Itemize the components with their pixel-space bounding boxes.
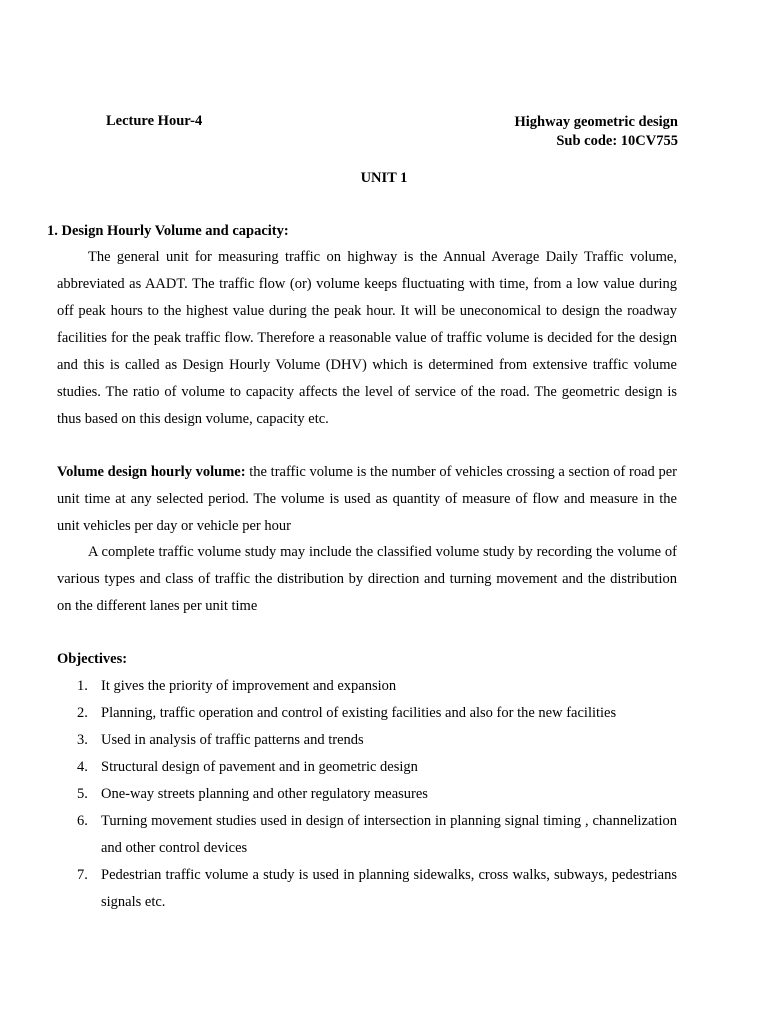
list-item-text: One-way streets planning and other regulatory measures xyxy=(101,786,428,802)
list-item xyxy=(57,862,677,916)
lecture-hour-label: Lecture Hour-4 xyxy=(106,113,203,129)
list-item-number: 5. xyxy=(77,786,88,802)
list-item-number: 7. xyxy=(77,867,88,883)
list-item-number: 6. xyxy=(77,813,88,829)
list-item-text: Turning movement studies used in design of intersection in planning signal timing , channelization and other control devices xyxy=(101,813,677,856)
list-item xyxy=(57,808,677,862)
list-item-text: Pedestrian traffic volume a study is used in planning sidewalks, cross walks, subways, pedestrians signals etc. xyxy=(101,867,677,910)
list-item-number: 4. xyxy=(77,759,88,775)
list-item xyxy=(57,781,677,808)
volume-term: Volume design hourly volume: xyxy=(57,464,246,480)
list-item xyxy=(57,673,677,700)
list-item-number: 1. xyxy=(77,678,88,694)
unit-title: UNIT 1 xyxy=(360,170,408,186)
course-info xyxy=(514,113,678,151)
list-item xyxy=(57,700,677,727)
objectives-list xyxy=(57,673,677,916)
list-item-text: It gives the priority of improvement and expansion xyxy=(101,678,397,694)
list-item-text: Planning, traffic operation and control of existing facilities and also for the new facilities xyxy=(101,705,617,721)
volume-definition-text: the traffic volume is the number of vehicles crossing a section of road per unit time at any selected period. The volume is used as quantity of measure of flow and measure in the unit vehicles per day or vehicle per hour xyxy=(57,464,677,534)
sub-code: Sub code: 10CV755 xyxy=(556,133,678,149)
list-item-text: Used in analysis of traffic patterns and trends xyxy=(101,732,364,748)
section-heading: 1. Design Hourly Volume and capacity: xyxy=(47,223,289,239)
list-item-number: 2. xyxy=(77,705,88,721)
course-title: Highway geometric design xyxy=(514,114,678,130)
objectives-heading: Objectives: xyxy=(57,651,128,667)
paragraph-volume-definition xyxy=(57,459,677,540)
list-item-text: Structural design of pavement and in geometric design xyxy=(101,759,418,775)
paragraph-aadt: The general unit for measuring traffic on highway is the Annual Average Daily Traffic volume, abbreviated as AADT. The traffic flow (or) volume keeps fluctuating with time, from a low value during off peak hours to the highest value during the peak hour. It will be uneconomical to design the roadway facilities for the peak traffic flow. Therefore a reasonable value of traffic volume is decided for the design and this is called as Design Hourly Volume (DHV) which is determined from extensive traffic volume studies. The ratio of volume to capacity affects the level of service of the road. The geometric design is thus based on this design volume, capacity etc. xyxy=(57,249,677,427)
list-item-number: 3. xyxy=(77,732,88,748)
list-item xyxy=(57,727,677,754)
list-item xyxy=(57,754,677,781)
paragraph-volume-study: A complete traffic volume study may include the classified volume study by recording the volume of various types and class of traffic the distribution by direction and turning movement and the distribution on the different lanes per unit time xyxy=(57,544,677,614)
